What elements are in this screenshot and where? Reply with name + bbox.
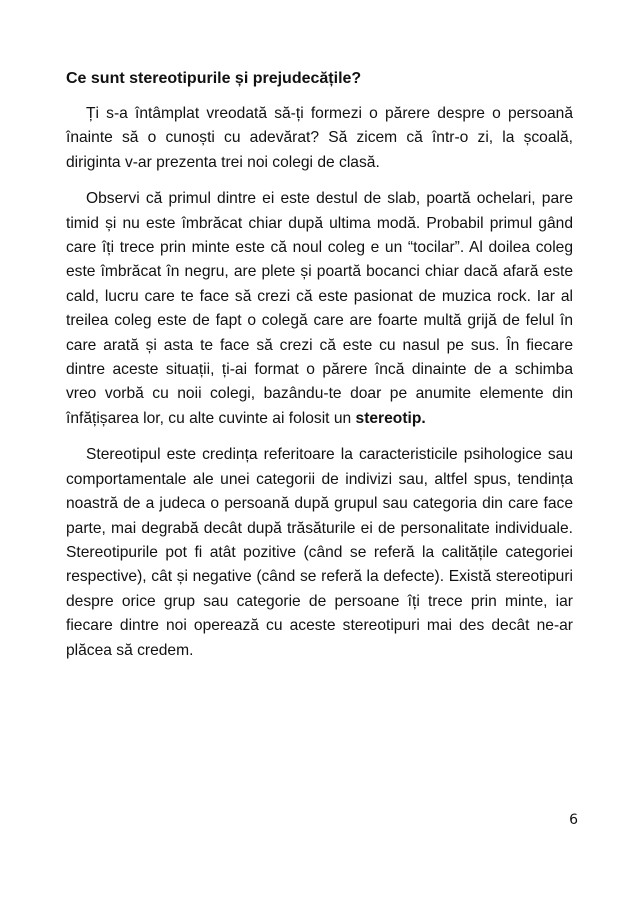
paragraph-intro [66, 102, 573, 175]
page-number: 6 [569, 812, 578, 828]
paragraph-example-text: Observi că primul dintre ei este destul de slab, poartă ochelari, pare timid și nu este îmbrăcat chiar după ultima modă. Probabil primul gând care îți trece prin minte este că noul coleg e un “tocilar”. Al doilea coleg este îmbrăcat în negru, are plete și poartă bocanci chiar dacă afară este cald, lucru care te face să crezi că este pasionat de muzica rock. Iar al treilea coleg este de fapt o colegă care are foarte multă grijă de felul în care arată și asta te face să crezi că este cu nasul pe sus. În fiecare dintre aceste situații, ți-ai format o părere încă dinainte de a schimba vreo vorbă cu noii colegi, bazându-te doar pe anumite elemente din înfățișarea lor, cu alte cuvinte ai folosit un [66, 190, 573, 427]
section-heading: Ce sunt stereotipurile și prejudecățile? [66, 70, 362, 87]
page-content [66, 68, 573, 675]
paragraph-definition-text: Stereotipul este credința referitoare la caracteristicile psihologice sau comportamentale ale unei categorii de indivizi sau, altfel spus, tendința noastră de a judeca o persoană după grupul sau categoria din care face parte, mai degrabă decât după trăsăturile ei de personalitate individuale. Stereotipurile pot fi atât pozitive (când se referă la calitățile categoriei respective), cât și negative (când se referă la defecte). Există stereotipuri despre orice grup sau categorie de persoane îți trece prin minte, iar fiecare dintre noi operează cu aceste stereotipuri mai des decât ne-ar plăcea să credem. [66, 446, 573, 659]
paragraph-definition [66, 443, 573, 663]
paragraph-intro-text: Ți s-a întâmplat vreodată să-ți formezi o părere despre o persoană înainte să o cunoști cu adevărat? Să zicem că într-o zi, la școală, diriginta v-ar prezenta trei noi colegi de clasă. [66, 105, 573, 171]
stereotip-term: stereotip. [355, 409, 426, 427]
paragraph-example [66, 187, 573, 431]
